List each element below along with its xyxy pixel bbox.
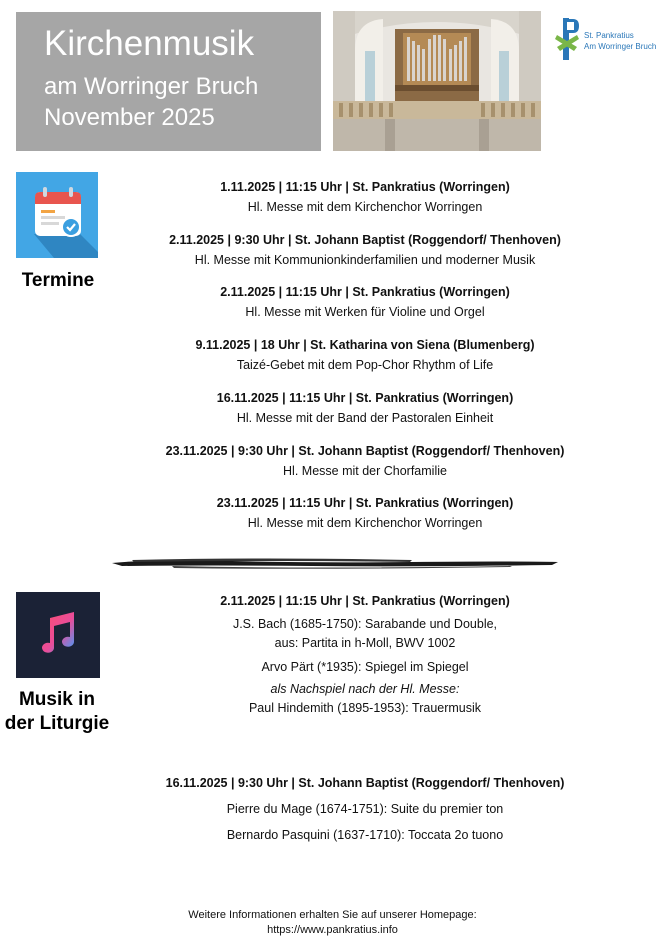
pankratius-logo-icon: [555, 17, 581, 61]
music-block-1: [120, 591, 610, 718]
page-subtitle: am Worringer Bruch: [44, 73, 259, 100]
page-title: Kirchenmusik: [44, 24, 255, 63]
music-block-heading: 16.11.2025 | 9:30 Uhr | St. Johann Baptist (Roggendorf/ Thenhoven): [165, 776, 565, 790]
event-heading: 23.11.2025 | 11:15 Uhr | St. Pankratius (Worringen): [216, 496, 514, 510]
event-description: Hl. Messe mit Kommunionkinderfamilien und moderner Musik: [194, 253, 536, 267]
event-item: [120, 282, 610, 322]
page-month: November 2025: [44, 104, 215, 131]
musik-label-line-1: Musik in: [18, 689, 95, 710]
logo-line-2: Am Worringer Bruch: [584, 42, 657, 51]
event-description: Hl. Messe mit der Chorfamilie: [283, 464, 447, 478]
event-heading: 9.11.2025 | 18 Uhr | St. Katharina von Siena (Blumenberg): [195, 338, 535, 352]
event-item: [120, 230, 610, 270]
event-heading: 16.11.2025 | 11:15 Uhr | St. Pankratius (Worringen): [216, 391, 514, 405]
event-description: Hl. Messe mit der Band der Pastoralen Einheit: [236, 411, 494, 425]
event-heading: 2.11.2025 | 11:15 Uhr | St. Pankratius (Worringen): [220, 285, 510, 299]
music-line: Paul Hindemith (1895-1953): Trauermusik: [248, 701, 482, 715]
event-item: [120, 388, 610, 428]
homepage-link[interactable]: https://www.pankratius.info: [267, 924, 398, 936]
calendar-tile: [16, 172, 98, 258]
organ-photo: [333, 11, 541, 151]
calendar-check-icon: [16, 172, 98, 258]
music-line: Bernardo Pasquini (1637-1710): Toccata 2o tuono: [226, 828, 504, 842]
event-description: Taizé-Gebet mit dem Pop-Chor Rhythm of Life: [236, 358, 494, 372]
musik-label-line-2: der Liturgie: [4, 713, 110, 734]
event-item: [120, 335, 610, 375]
header-banner: [16, 12, 321, 151]
event-item: [120, 177, 610, 217]
event-description: Hl. Messe mit dem Kirchenchor Worringen: [247, 516, 483, 530]
music-line-italic: als Nachspiel nach der Hl. Messe:: [270, 682, 460, 696]
music-line: Arvo Pärt (*1935): Spiegel im Spiegel: [261, 660, 469, 674]
footer: [100, 908, 565, 938]
event-heading: 23.11.2025 | 9:30 Uhr | St. Johann Baptist (Roggendorf/ Thenhoven): [165, 444, 565, 458]
event-description: Hl. Messe mit Werken für Violine und Orgel: [245, 305, 485, 319]
music-line: aus: Partita in h-Moll, BWV 1002: [274, 636, 456, 650]
musik-liturgie-label: [0, 688, 114, 736]
event-item: [120, 441, 610, 481]
event-item: [120, 493, 610, 533]
music-tile: [16, 592, 100, 678]
music-note-icon: [16, 592, 100, 678]
music-block-heading: 2.11.2025 | 11:15 Uhr | St. Pankratius (Worringen): [220, 594, 510, 608]
parish-logo: [555, 17, 663, 61]
music-line: J.S. Bach (1685-1750): Sarabande und Double,: [232, 617, 498, 631]
music-block-2: [120, 773, 610, 845]
brush-divider: [112, 556, 558, 570]
event-description: Hl. Messe mit dem Kirchenchor Worringen: [247, 200, 483, 214]
music-line: Pierre du Mage (1674-1751): Suite du premier ton: [226, 802, 504, 816]
event-heading: 2.11.2025 | 9:30 Uhr | St. Johann Baptist (Roggendorf/ Thenhoven): [169, 233, 561, 247]
termine-label: Termine: [21, 270, 95, 291]
event-heading: 1.11.2025 | 11:15 Uhr | St. Pankratius (Worringen): [220, 180, 510, 194]
logo-line-1: St. Pankratius: [584, 31, 634, 40]
footer-text: Weitere Informationen erhalten Sie auf unserer Homepage:: [188, 909, 477, 921]
